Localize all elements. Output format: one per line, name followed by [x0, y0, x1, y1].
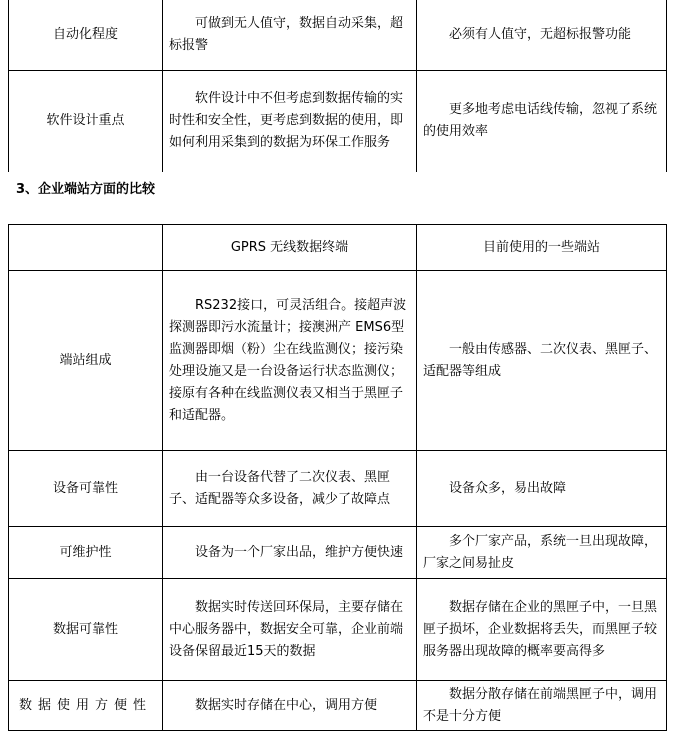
- table-row: [9, 271, 667, 451]
- section-heading: 3、企业端站方面的比较: [16, 182, 156, 197]
- header-cell-current: 目前使用的一些端站: [417, 225, 667, 271]
- table-row: [9, 681, 667, 731]
- current-cell: 数据存储在企业的黑匣子中，一旦黑匣子损坏，企业数据将丢失，而黑匣子较服务器出现故障的概率要高得多: [417, 579, 667, 681]
- row-label: 软件设计重点: [9, 70, 163, 172]
- header-cell-gprs: GPRS 无线数据终端: [163, 225, 417, 271]
- header-cell-empty: [9, 225, 163, 271]
- row-label: 数据使用方便性: [9, 681, 163, 731]
- row-label: 端站组成: [9, 271, 163, 451]
- table-header-row: [9, 225, 667, 271]
- gprs-cell: 可做到无人值守，数据自动采集，超标报警: [163, 0, 417, 70]
- table-row: [9, 451, 667, 527]
- gprs-cell: 数据实时传送回环保局，主要存储在中心服务器中，数据安全可靠，企业前端设备保留最近15天的数据: [163, 579, 417, 681]
- table-row: [9, 70, 667, 172]
- table-row: [9, 0, 667, 70]
- gprs-cell: 软件设计中不但考虑到数据传输的实时性和安全性，更考虑到数据的使用，即如何利用采集到的数据为环保工作服务: [163, 70, 417, 172]
- row-label: 可维护性: [9, 527, 163, 579]
- gprs-cell: 数据实时存储在中心，调用方便: [163, 681, 417, 731]
- current-cell: 设备众多，易出故障: [417, 451, 667, 527]
- gprs-cell: 设备为一个厂家出品，维护方便快速: [163, 527, 417, 579]
- row-label: 自动化程度: [9, 0, 163, 70]
- table-row: [9, 527, 667, 579]
- table-row: [9, 579, 667, 681]
- comparison-table-continued: [8, 0, 667, 172]
- current-cell: 必须有人值守，无超标报警功能: [417, 0, 667, 70]
- gprs-cell: 由一台设备代替了二次仪表、黑匣子、适配器等众多设备，减少了故障点: [163, 451, 417, 527]
- gprs-cell: RS232接口，可灵活组合。接超声波探测器即污水流量计；接澳洲产 EMS6型监测器即烟（粉）尘在线监测仪；接污染处理设施又是一台设备运行状态监测仪；接原有各种在线监测仪表又相当于黑匣子和适配器。: [163, 271, 417, 451]
- row-label: 设备可靠性: [9, 451, 163, 527]
- current-cell: 一般由传感器、二次仪表、黑匣子、适配器等组成: [417, 271, 667, 451]
- endpoint-comparison-table: [8, 224, 667, 731]
- row-label: 数据可靠性: [9, 579, 163, 681]
- current-cell: 多个厂家产品，系统一旦出现故障，厂家之间易扯皮: [417, 527, 667, 579]
- current-cell: 更多地考虑电话线传输，忽视了系统的使用效率: [417, 70, 667, 172]
- current-cell: 数据分散存储在前端黑匣子中，调用不是十分方便: [417, 681, 667, 731]
